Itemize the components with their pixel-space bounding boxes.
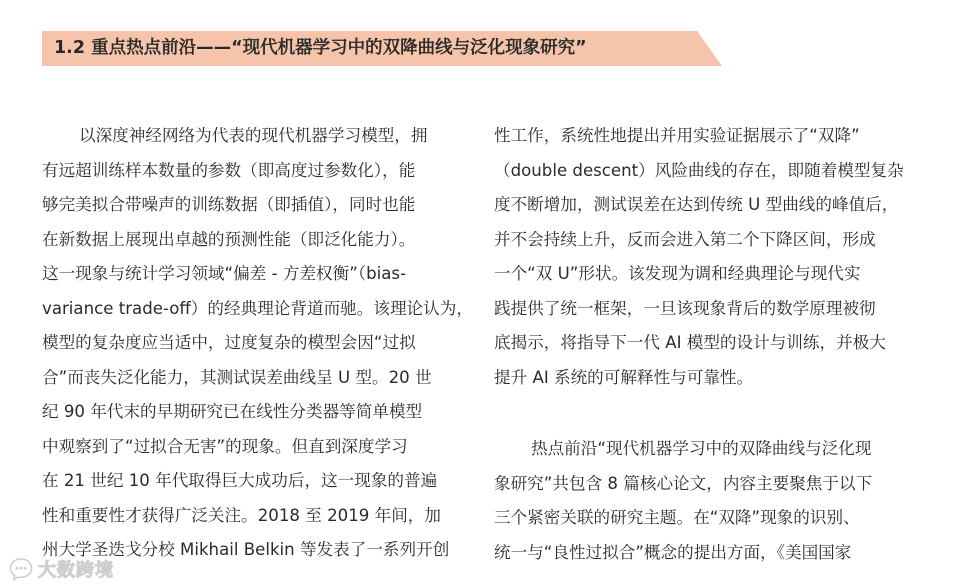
left-column <box>42 119 472 568</box>
paragraph-line: 度不断增加，测试误差在达到传统 U 型曲线的峰值后， <box>494 195 899 214</box>
paragraph-line: 提升 AI 系统的可解释性与可靠性。 <box>494 367 754 387</box>
paragraph-line: 性工作，系统性地提出并用实验证据展示了“双降” <box>494 126 860 145</box>
watermark <box>8 556 114 582</box>
paragraph-line: 模型的复杂度应当适中，过度复杂的模型会因“过拟 <box>42 333 416 352</box>
paragraph-line: variance trade-off）的经典理论背道而驰。该理论认为， <box>42 298 473 318</box>
paragraph-line: 州大学圣迭戈分校 Mikhail Belkin 等发表了一系列开创 <box>42 540 450 559</box>
paragraph-line: 这一现象与统计学习领域“偏差 - 方差权衡”（bias- <box>42 264 407 283</box>
paragraph-line: 象研究”共包含 8 篇核心论文，内容主要聚焦于以下 <box>494 473 873 493</box>
paragraph-line: 纪 90 年代末的早期研究已在线性分类器等简单模型 <box>42 402 423 421</box>
paragraph-line: 三个紧密关联的研究主题。在“双降”现象的识别、 <box>494 508 860 527</box>
paragraph-line: 并不会持续上升，反而会进入第二个下降区间，形成 <box>494 229 876 249</box>
paragraph-line: 够完美拟合带噪声的训练数据（即插值），同时也能 <box>42 195 416 214</box>
paragraph-line: 有远超训练样本数量的参数（即高度过参数化），能 <box>42 160 416 180</box>
paragraph-line: 以深度神经网络为代表的现代机器学习模型，拥 <box>79 126 428 145</box>
paragraph-line: 一个“双 U”形状。该发现为调和经典理论与现代实 <box>494 264 861 283</box>
paragraph-line: （double descent）风险曲线的存在，即随着模型复杂 <box>494 160 904 180</box>
section-title: 1.2 重点热点前沿——“现代机器学习中的双降曲线与泛化现象研究” <box>54 38 587 58</box>
paragraph-gap <box>494 395 924 432</box>
paragraph-line: 践提供了统一框架，一旦该现象背后的数学原理被彻 <box>494 298 876 318</box>
paragraph-line: 合”而丧失泛化能力，其测试误差曲线呈 U 型。20 世 <box>42 367 432 387</box>
paragraph-line: 在新数据上展现出卓越的预测性能（即泛化能力）。 <box>42 229 416 249</box>
paragraph-line: 底揭示，将指导下一代 AI 模型的设计与训练，并极大 <box>494 333 886 352</box>
paragraph-line: 在 21 世纪 10 年代取得巨大成功后，这一现象的普遍 <box>42 471 438 490</box>
paragraph-line: 统一与“良性过拟合”概念的提出方面，《美国国家 <box>494 542 852 562</box>
paragraph-line: 热点前沿“现代机器学习中的双降曲线与泛化现 <box>531 439 872 458</box>
paragraph-line: 性和重要性才获得广泛关注。2018 至 2019 年间，加 <box>42 505 441 525</box>
chat-bubble-logo-icon <box>8 556 34 582</box>
paragraph-line: 中观察到了“过拟合无害”的现象。但直到深度学习 <box>42 436 408 456</box>
watermark-text: 大数跨境 <box>38 560 114 581</box>
right-column <box>494 119 924 570</box>
